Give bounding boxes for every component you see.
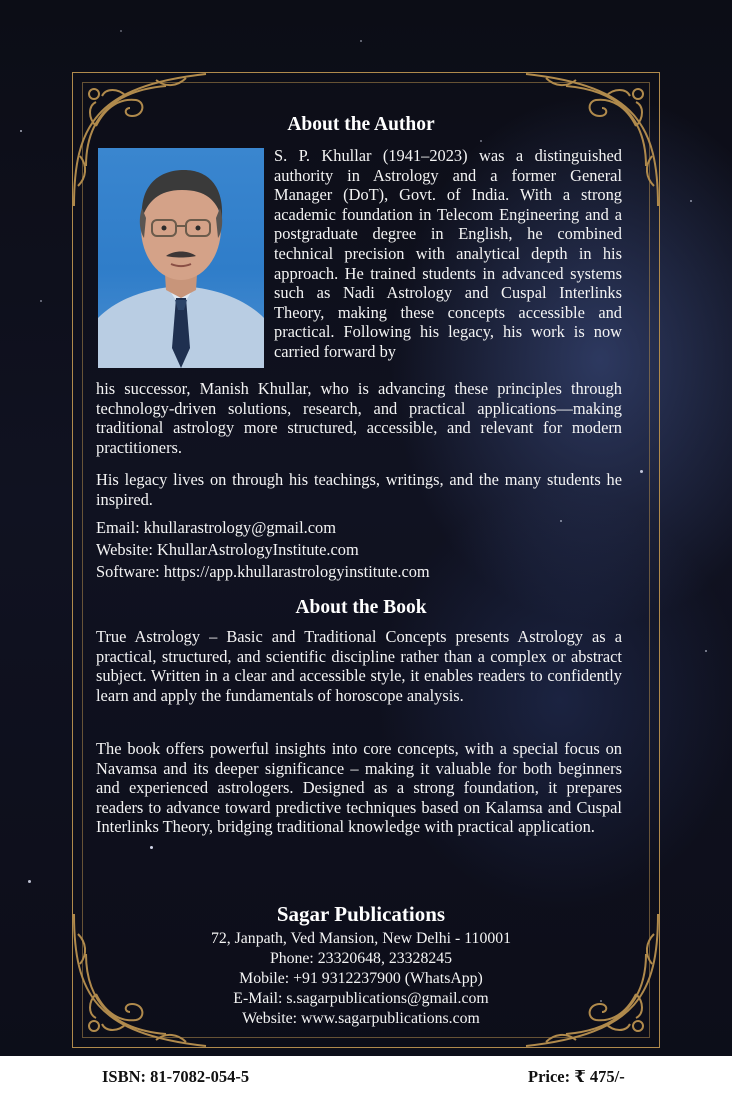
book-para-2: The book offers powerful insights into core concepts, with a special focus on Navamsa and its deeper significance – making it valuable for both beginners and experienced astrologers. Designed as a strong foundation, it prepares readers to advance toward predictive techniques based on Kalamsa and Cuspal Interlinks Theory, bridging traditional knowledge with practical application.	[96, 739, 622, 837]
publisher-website: Website: www.sagarpublications.com	[242, 1010, 480, 1027]
author-heading: About the Author	[287, 114, 435, 135]
star	[705, 650, 707, 652]
star	[20, 130, 22, 132]
publisher-mobile: Mobile: +91 9312237900 (WhatsApp)	[239, 970, 483, 987]
star	[28, 880, 31, 883]
author-email: Email: khullarastrology@gmail.com	[96, 518, 336, 537]
book-para-1: True Astrology – Basic and Traditional Concepts presents Astrology as a practical, structured, and scientific discipline rather than a complex or abstract subject. Written in a clear and accessible style, it enables readers to confidently learn and apply the fundamentals of horoscope analysis.	[96, 627, 622, 705]
footer-bar	[0, 1056, 732, 1120]
author-website: Website: KhullarAstrologyInstitute.com	[96, 540, 359, 559]
star	[40, 300, 42, 302]
author-legacy: His legacy lives on through his teachings, writings, and the many students he inspired.	[96, 470, 622, 509]
publisher-name: Sagar Publications	[276, 902, 446, 926]
isbn: ISBN: 81-7082-054-5	[102, 1067, 250, 1086]
price: Price: ₹ 475/-	[528, 1067, 625, 1086]
star	[360, 40, 362, 42]
author-photo	[98, 148, 264, 368]
star	[120, 30, 122, 32]
author-bio-full: his successor, Manish Khullar, who is advancing these principles through technology-driven solutions, research, and practical applications—making traditional astrology more structured, accessible, and relevant for modern practitioners.	[96, 379, 622, 457]
publisher-phone: Phone: 23320648, 23328245	[269, 950, 453, 967]
book-heading: About the Book	[295, 597, 427, 618]
star	[690, 200, 692, 202]
author-software: Software: https://app.khullarastrologyinstitute.com	[96, 562, 430, 581]
publisher-address: 72, Janpath, Ved Mansion, New Delhi - 110001	[210, 930, 512, 947]
publisher-email: E-Mail: s.sagarpublications@gmail.com	[233, 990, 489, 1007]
author-bio-wrap: S. P. Khullar (1941–2023) was a distinguished authority in Astrology and a former General Manager (DoT), Govt. of India. With a strong academic foundation in Telecom Engineering and a postgraduate degree in English, he combined technical precision with analytical depth in his approach. He trained students in advanced systems such as Nadi Astrology and Cuspal Interlinks Theory, making these concepts accessible and practical. Following his legacy, his work is now carried forward by	[274, 146, 622, 361]
